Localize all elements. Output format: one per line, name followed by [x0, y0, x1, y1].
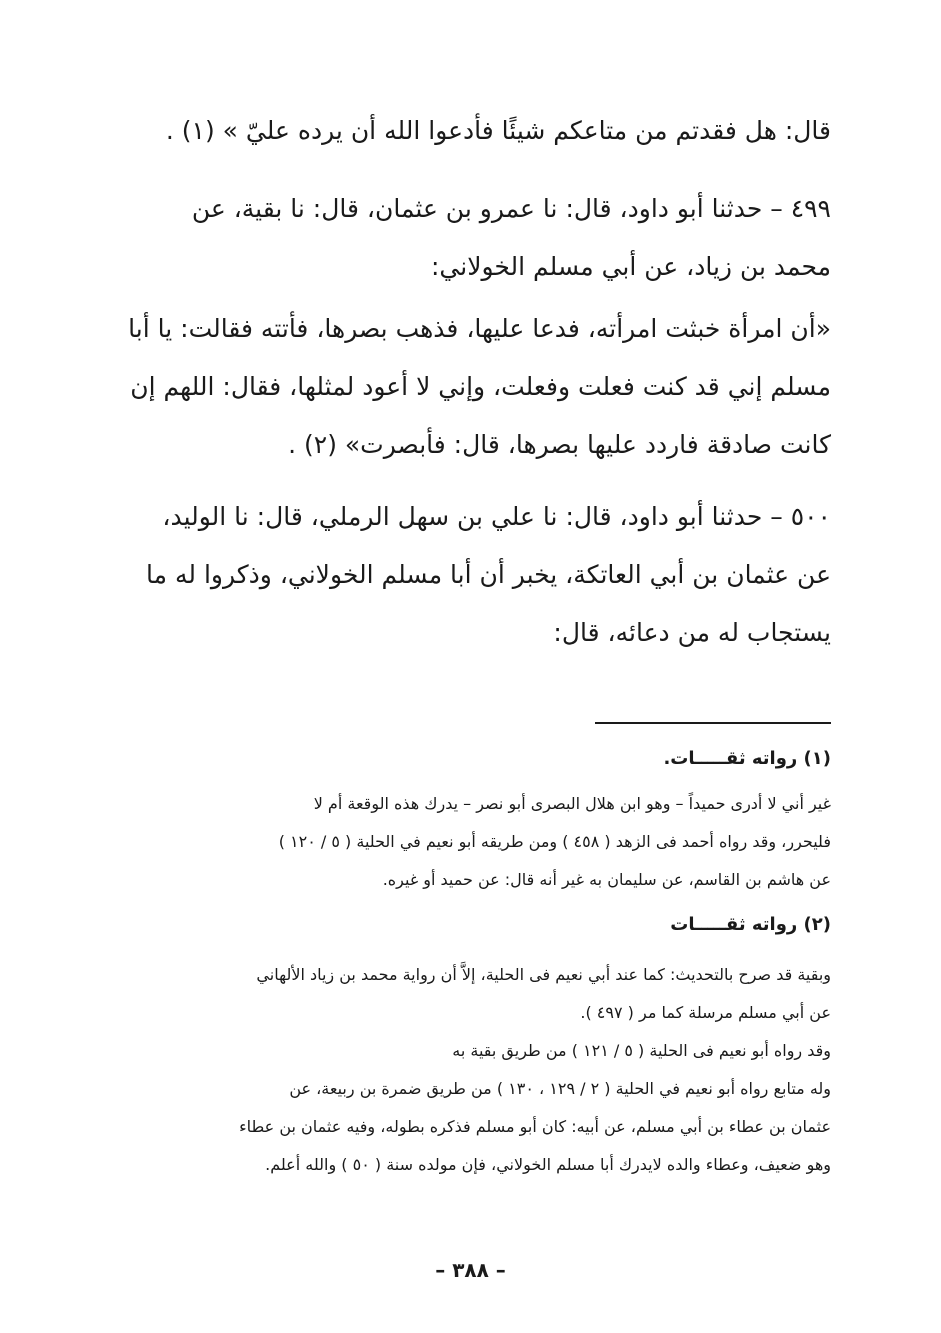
hadith-499-text: [116, 300, 831, 474]
text-line: يستجاب له من دعائه، قال:: [553, 618, 831, 647]
text-line: محمد بن زياد، عن أبي مسلم الخولاني:: [430, 252, 831, 281]
footnote-line: عن أبي مسلم مرسلة كما مر ( ٤٩٧ ).: [580, 1003, 831, 1022]
text-line: «أن امرأة خبثت امرأته، فدعا عليها، فذهب بصرها، فأتته فقالت: يا أبا: [128, 314, 831, 343]
paragraph-1: [116, 102, 831, 160]
footnote-line: عثمان بن عطاء بن أبي مسلم، عن أبيه: كان أبو مسلم فذكره بطوله، وفيه عثمان بن عطاء: [239, 1117, 831, 1136]
hadith-499: [116, 180, 831, 296]
footnote-2-body: [116, 956, 831, 1184]
footnote-line: غير أني لا أدرى حميداً – وهو ابن هلال البصرى أبو نصر – يدرك هذه الوقعة أم لا: [313, 794, 831, 813]
footnote-line: عن هاشم بن القاسم، عن سليمان به غير أنه قال: عن حميد أو غيره.: [382, 870, 831, 889]
page-number: – ٣٨٨ –: [435, 1258, 506, 1282]
footnote-1-body: [116, 785, 831, 899]
footnote-line: فليحرر، وقد رواه أحمد فى الزهد ( ٤٥٨ ) ومن طريقه أبو نعيم في الحلية ( ٥ / ١٢٠ ): [278, 832, 831, 851]
footnote-line: وهو ضعيف، وعطاء والده لايدرك أبا مسلم الخولاني، فإن مولده سنة ( ٥٠ ) والله أعلم.: [265, 1155, 831, 1174]
text-line: مسلم إني قد كنت فعلت وفعلت، وإني لا أعود لمثلها، فقال: اللهم إن: [130, 372, 831, 401]
footnote-line: وبقية قد صرح بالتحديث: كما عند أبي نعيم فى الحلية، إلاَّ أن رواية محمد بن زياد الألهاني: [256, 965, 831, 984]
text-line: ٥٠٠ – حدثنا أبو داود، قال: نا علي بن سهل الرملي، قال: نا الوليد،: [162, 502, 831, 531]
footnote-2-heading: (٢) رواته ثقـــــات: [670, 914, 831, 935]
footnote-1-heading: (١) رواته ثقـــــات.: [663, 748, 831, 769]
footnote-line: وله متابع رواه أبو نعيم في الحلية ( ٢ / ١٢٩ ، ١٣٠ ) من طريق ضمرة بن ربيعة، عن: [289, 1079, 831, 1098]
text-line: ٤٩٩ – حدثنا أبو داود، قال: نا عمرو بن عثمان، قال: نا بقية، عن: [191, 194, 831, 223]
footnote-separator: [595, 722, 831, 724]
footnote-line: وقد رواه أبو نعيم فى الحلية ( ٥ / ١٢١ ) من طريق بقية به: [452, 1041, 831, 1060]
text-line: عن عثمان بن أبي العاتكة، يخبر أن أبا مسلم الخولاني، وذكروا له ما: [146, 560, 831, 589]
hadith-500: [116, 488, 831, 662]
text-line: كانت صادقة فاردد عليها بصرها، قال: فأبصرت» (٢) .: [288, 430, 831, 459]
text-line: قال: هل فقدتم من متاعكم شيئًا فأدعوا الله أن يرده عليّ » (١) .: [165, 116, 831, 145]
